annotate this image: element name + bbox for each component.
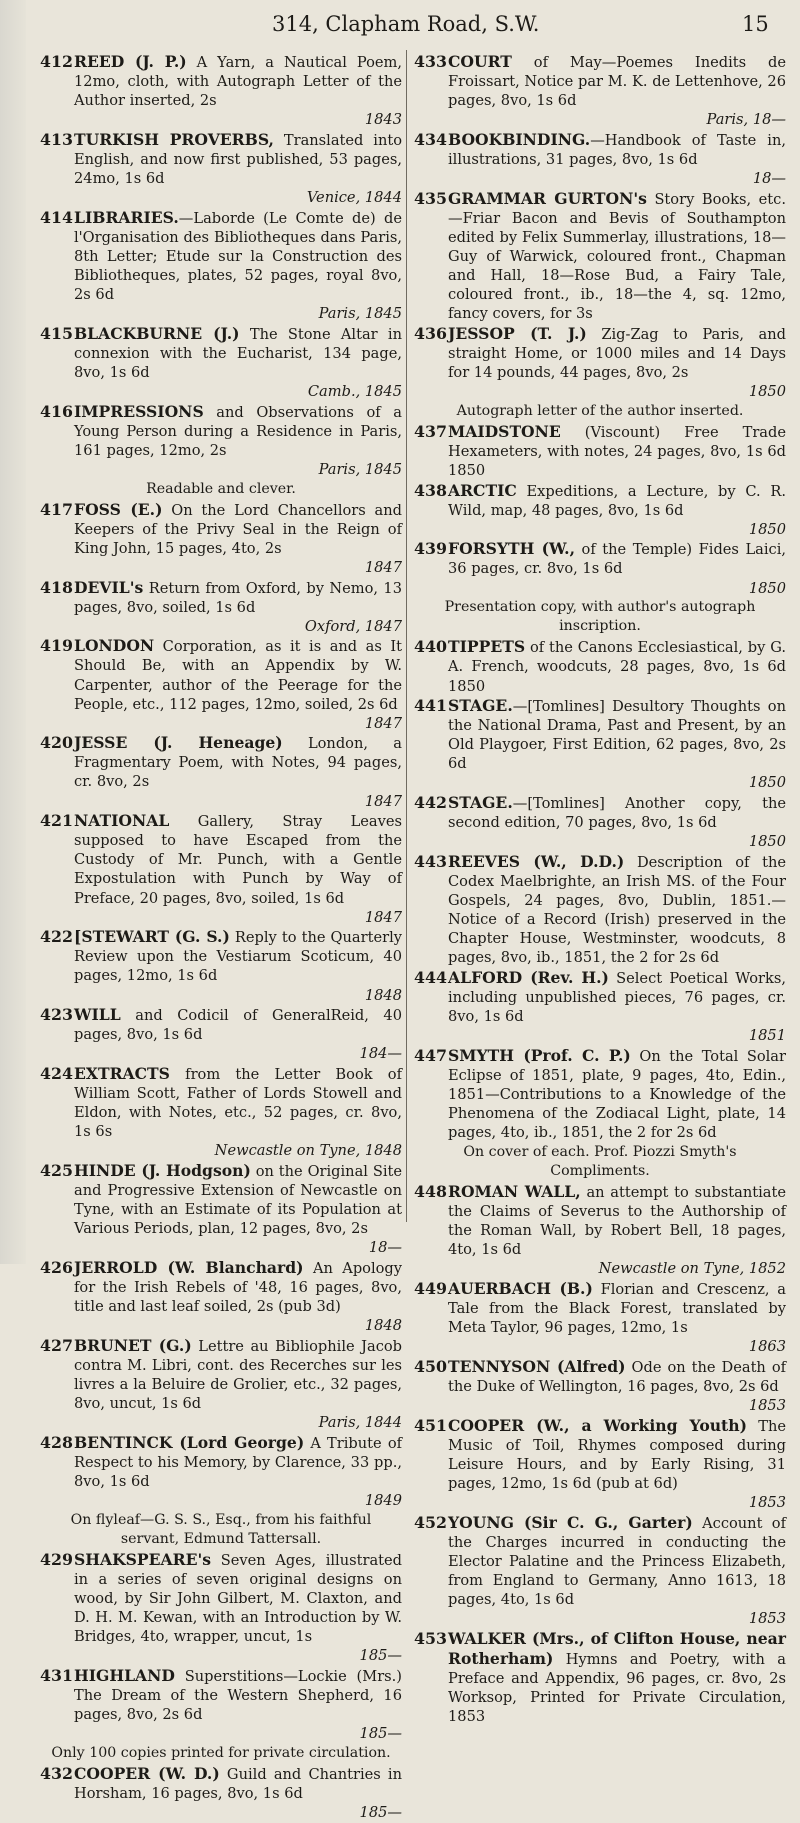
entry-imprint: 18— [368, 1239, 402, 1257]
catalogue-entry [414, 422, 786, 480]
catalogue-entry [414, 1046, 786, 1142]
entry-imprint: 185— [359, 1647, 402, 1665]
catalogue-entry [40, 1161, 402, 1257]
entry-description: Guild and Chantries in Horsham, 16 pages, 8vo, 1s 6d [74, 1765, 402, 1802]
entry-number: 418 [40, 577, 73, 597]
entry-author: HIGHLAND [74, 1665, 175, 1685]
entry-author: FOSS (E.) [74, 499, 163, 519]
entry-author: BRUNET (G.) [74, 1335, 192, 1355]
page-header [0, 12, 800, 42]
entry-author: MAIDSTONE [448, 421, 561, 441]
entry-author: COURT [448, 52, 512, 71]
catalogue-note: Only 100 copies printed for private circulation. [51, 1744, 391, 1761]
entry-author: NATIONAL [74, 811, 170, 831]
entry-description: of May—Poemes Inedits de Froissart, Notice par M. K. de Lettenhove, 26 pages, 8vo, 1s 6d [448, 54, 786, 110]
entry-number: 435 [414, 188, 447, 208]
entry-description: and Observations of a Young Person during a Residence in Paris, 161 pages, 12mo, 2s [74, 403, 402, 459]
catalogue-note: Readable and clever. [146, 480, 296, 497]
entry-imprint: 1849 [364, 1491, 402, 1509]
entry-description: Seven Ages, illustrated in a series of seven original designs on wood, by Sir John Gilbert, M. Claxton, and D. H. M. Kewan, with an Introduction by W. Bridges, 4to, wrapper, uncut, 1s [74, 1551, 402, 1646]
entry-imprint: Newcastle on Tyne, 1852 [598, 1260, 786, 1278]
entry-imprint: Paris, 18— [706, 111, 786, 129]
entry-number: 431 [40, 1665, 73, 1685]
entry-description: Ode on the Death of the Duke of Wellington, 16 pages, 8vo, 2s 6d [448, 1358, 787, 1395]
entry-number: 426 [40, 1257, 73, 1277]
entry-author: STAGE. [448, 793, 513, 813]
entry-number: 433 [414, 52, 447, 71]
entry-description: The Stone Altar in connexion with the Eucharist, 134 page, 8vo, 1s 6d [74, 325, 402, 381]
entry-imprint: 1850 [748, 833, 786, 851]
catalogue-entry [40, 578, 402, 636]
entry-author: ROMAN WALL, [448, 1181, 581, 1201]
catalogue-entry [40, 208, 402, 324]
entry-imprint: Newcastle on Tyne, 1848 [214, 1142, 402, 1160]
entry-author: AUERBACH (B.) [448, 1278, 593, 1298]
entry-author: GRAMMAR GURTON's [448, 188, 647, 208]
entry-number: 436 [414, 323, 447, 343]
entry-imprint: 1853 [748, 1396, 786, 1414]
entry-description: The Music of Toil, Rhymes composed during Leisure Hours, and by Early Rising, 31 pages, 12mo, 1s 6d (pub at 6d) [448, 1417, 786, 1492]
catalogue-entry [414, 52, 786, 129]
entry-imprint: 185— [359, 1803, 402, 1821]
entry-author: DEVIL's [74, 577, 144, 597]
entry-number: 412 [40, 52, 73, 71]
entry-description: Account of the Charges incurred in conducting the Elector Palatine and the Princess Elizabeth, from England to Germany, Anno 1613, 18 pages, 4to, 1s 6d [448, 1514, 786, 1608]
entry-number: 416 [40, 401, 73, 421]
catalogue-entry [414, 968, 786, 1045]
entry-imprint: 1850 [748, 520, 786, 538]
entry-number: 440 [414, 637, 447, 657]
entry-description: On the Lord Chancellors and Keepers of the Privy Seal in the Reign of King John, 15 pages, 4to, 2s [74, 501, 402, 557]
entry-number: 441 [414, 696, 447, 716]
entry-imprint: 18— [752, 170, 786, 188]
entry-description: of the Temple) Fides Laici, 36 pages, cr. 8vo, 1s 6d [448, 541, 787, 578]
entry-number: 442 [414, 793, 447, 813]
catalogue-entry [40, 1005, 402, 1063]
entry-number: 453 [414, 1628, 447, 1648]
entry-number: 423 [40, 1005, 73, 1025]
page-edge [0, 0, 26, 1264]
entry-number: 417 [40, 499, 73, 519]
entry-author: TURKISH PROVERBS, [74, 129, 274, 149]
entry-imprint: 1847 [364, 714, 402, 732]
entry-author: BENTINCK (Lord George) [74, 1432, 305, 1452]
catalogue-entry [414, 1629, 786, 1726]
entry-imprint: 1850 [748, 383, 786, 401]
page-title: 314, Clapham Road, S.W. [272, 12, 540, 36]
entry-description: Select Poetical Works, including unpublished pieces, 76 pages, cr. 8vo, 1s 6d [448, 969, 786, 1026]
entry-number: 420 [40, 733, 73, 753]
entry-number: 428 [40, 1432, 73, 1452]
page-number: 15 [742, 12, 769, 36]
entry-author: STAGE. [448, 696, 513, 716]
entry-imprint: 184— [359, 1045, 402, 1063]
catalogue-note: On cover of each. Prof. Piozzi Smyth's Compliments. [463, 1143, 737, 1179]
entry-imprint: 1848 [364, 1317, 402, 1335]
entry-author: JESSOP (T. J.) [448, 323, 587, 343]
entry-description: Reply to the Quarterly Review upon the Vestiarum Scoticum, 40 pages, 12mo, 1s 6d [74, 929, 402, 985]
entry-number: 438 [414, 480, 447, 500]
entry-number: 448 [414, 1181, 447, 1201]
catalogue-entry [40, 1433, 402, 1510]
entry-description: Lettre au Bibliophile Jacob contra M. Libri, cont. des Recerches sur les livres a la Beluire de Grolier, etc., 32 pages, 8vo, uncut, 1s 6d [74, 1337, 403, 1412]
entry-description: Gallery, Stray Leaves supposed to have Escaped from the Custody of Mr. Punch, with a Gentle Expostulation with Punch by Way of Preface, 20 pages, 8vo, soiled, 1s 6d [74, 813, 402, 907]
entry-author: EXTRACTS [74, 1063, 170, 1083]
entry-number: 447 [414, 1045, 447, 1065]
catalogue-entry [414, 1357, 786, 1415]
catalogue-entry [40, 500, 402, 577]
entry-author: BOOKBINDING. [448, 129, 591, 149]
catalogue-entry [40, 130, 402, 207]
catalogue-entry [40, 402, 402, 479]
entry-description: Translated into English, and now first published, 53 pages, 24mo, 1s 6d [74, 131, 402, 188]
entry-imprint: Paris, 1844 [318, 1414, 402, 1432]
entry-author: LONDON [74, 636, 155, 656]
entry-description: Description of the Codex Maelbrighte, an Irish MS. of the Four Gospels, 24 pages, 8vo, Dublin, 1851.—Notice of a Record (Irish) preserved in the Chapter House, Westminster, woodcuts, 8 pages, 8vo, ib., 1851, the 2 for 2s 6d [448, 853, 786, 967]
entry-imprint: 1847 [364, 908, 402, 926]
catalogue-entry [40, 52, 402, 129]
entry-imprint: 1847 [364, 558, 402, 576]
entry-imprint: Oxford, 1847 [304, 617, 402, 635]
catalogue-entry [414, 539, 786, 597]
catalogue-entry [414, 1416, 786, 1512]
left-column [40, 52, 402, 1823]
entry-number: 429 [40, 1549, 73, 1569]
catalogue-entry [414, 637, 786, 695]
entry-imprint: 1850 [748, 774, 786, 792]
entry-number: 439 [414, 539, 447, 559]
entry-author: ALFORD (Rev. H.) [448, 967, 609, 987]
catalogue-entry [40, 1064, 402, 1160]
entry-author: LIBRARIES. [74, 207, 179, 227]
entry-number: 434 [414, 129, 447, 149]
entry-author: TENNYSON (Alfred) [448, 1356, 626, 1376]
entry-number: 437 [414, 421, 447, 441]
entry-description: Return from Oxford, by Nemo, 13 pages, 8vo, soiled, 1s 6d [74, 579, 402, 616]
catalogue-entry [40, 324, 402, 401]
entry-description: —Handbook of Taste in, illustrations, 31 pages, 8vo, 1s 6d [448, 131, 786, 168]
entry-number: 415 [40, 323, 73, 343]
entry-author: SHAKSPEARE's [74, 1549, 212, 1569]
entry-description: On the Total Solar Eclipse of 1851, plate, 9 pages, 4to, Edin., 1851—Contributions to a Knowledge of the Phenomena of the Zodiacal Light, plate, 14 pages, 4to, ib., 1851, the 2 for 2s 6d [448, 1047, 786, 1142]
entry-number: 419 [40, 636, 73, 656]
catalogue-entry [40, 1258, 402, 1335]
entry-description: —[Tomlines] Desultory Thoughts on the National Drama, Past and Present, by an Old Playgoer, First Edition, 62 pages, 8vo, 2s 6d [448, 698, 786, 773]
entry-author: REED (J. P.) [74, 52, 187, 71]
entry-author: WALKER (Mrs., of Clifton House, near Rotherham) [448, 1628, 786, 1668]
entry-number: 451 [414, 1415, 447, 1435]
entry-imprint: 1848 [364, 986, 402, 1004]
entry-number: 452 [414, 1512, 447, 1532]
entry-imprint: 1850 [748, 579, 786, 597]
entry-description: Zig-Zag to Paris, and straight Home, or 1000 miles and 14 Days for 14 pounds, 44 pages, 8vo, 2s [448, 325, 786, 381]
entry-description: and Codicil of GeneralReid, 40 pages, 8vo, 1s 6d [74, 1007, 402, 1044]
entry-description: Superstitions—Lockie (Mrs.) The Dream of the Western Shepherd, 16 pages, 8vo, 2s 6d [74, 1667, 402, 1723]
entry-imprint: 1843 [364, 111, 402, 129]
entry-description: on the Original Site and Progressive Extension of Newcastle on Tyne, with an Estimate of its Population at Various Periods, plan, 12 pages, 8vo, 2s [74, 1162, 402, 1238]
entry-author: IMPRESSIONS [74, 401, 204, 421]
entry-description: London, a Fragmentary Poem, with Notes, 94 pages, cr. 8vo, 2s [74, 735, 402, 791]
entry-imprint: Paris, 1845 [318, 305, 402, 323]
entry-imprint: 1853 [748, 1493, 786, 1511]
entry-author: YOUNG (Sir C. G., Garter) [448, 1512, 693, 1532]
entry-number: 422 [40, 927, 73, 947]
entry-author: ARCTIC [448, 480, 517, 500]
catalogue-entry [40, 1336, 402, 1432]
entry-number: 443 [414, 851, 447, 871]
entry-imprint: Camb., 1845 [307, 383, 402, 401]
entry-author: JESSE (J. Heneage) [74, 733, 283, 753]
entry-number: 450 [414, 1356, 447, 1376]
entry-description: Expeditions, a Lecture, by C. R. Wild, map, 48 pages, 8vo, 1s 6d [448, 482, 786, 519]
entry-imprint: 185— [359, 1725, 402, 1743]
catalogue-entry [414, 696, 786, 792]
entry-imprint: 1847 [364, 792, 402, 810]
entry-author: [STEWART (G. S.) [74, 927, 230, 947]
entry-imprint: Paris, 1845 [318, 460, 402, 478]
entry-description: Corporation, as it is and as It Should Be, with an Appendix by W. Carpenter, author of the Peerage for the People, etc., 112 pages, 12mo, soiled, 2s 6d [74, 638, 402, 713]
catalogue-entry [40, 1666, 402, 1743]
catalogue-entry [40, 733, 402, 810]
catalogue-entry [414, 852, 786, 968]
catalogue-entry [40, 636, 402, 732]
entry-imprint: 1863 [748, 1338, 786, 1356]
entry-number: 421 [40, 811, 73, 831]
entry-imprint: Venice, 1844 [306, 189, 402, 207]
catalogue-entry [414, 130, 786, 188]
entry-number: 432 [40, 1763, 73, 1783]
column-divider [406, 50, 407, 1222]
entry-description: An Apology for the Irish Rebels of '48, 16 pages, 8vo, title and last leaf soiled, 2s (pub 3d) [74, 1259, 402, 1315]
entry-imprint: 1853 [748, 1610, 786, 1627]
entry-author: SMYTH (Prof. C. P.) [448, 1045, 631, 1065]
entry-number: 444 [414, 967, 447, 987]
catalogue-entry [40, 1764, 402, 1822]
entry-number: 414 [40, 207, 73, 227]
entry-description: Hymns and Poetry, with a Preface and Appendix, 96 pages, cr. 8vo, 2s Worksop, Printed for Private Circulation, 1853 [448, 1650, 786, 1725]
entry-author: BLACKBURNE (J.) [74, 323, 240, 343]
catalogue-entry [414, 1279, 786, 1356]
entry-description: Story Books, etc.—Friar Bacon and Bevis of Southampton edited by Felix Summerlay, illustrations, 18—Guy of Warwick, coloured front., Chapman and Hall, 18—Rose Bud, a Fairy Tale, coloured front., ib., 18—the 4, sq. 12mo, fancy covers, for 3s [448, 190, 786, 323]
entry-number: 449 [414, 1278, 447, 1298]
entry-number: 425 [40, 1160, 73, 1180]
entry-author: FORSYTH (W., [448, 539, 575, 559]
catalogue-entry [414, 189, 786, 324]
entry-author: WILL [74, 1005, 121, 1025]
catalogue-entry [40, 811, 402, 927]
catalogue-note: Presentation copy, with author's autograph inscription. [444, 599, 756, 635]
entry-description: A Yarn, a Nautical Poem, 12mo, cloth, with Autograph Letter of the Author inserted, 2s [74, 54, 402, 110]
right-column [414, 52, 786, 1727]
entry-author: COOPER (W., a Working Youth) [448, 1415, 747, 1435]
catalogue-entry [40, 927, 402, 1004]
entry-description: (Viscount) Free Trade Hexameters, with notes, 24 pages, 8vo, 1s 6d 1850 [448, 423, 786, 479]
catalogue-note: On flyleaf—G. S. S., Esq., from his faithful servant, Edmund Tattersall. [70, 1511, 372, 1547]
entry-description: Florian and Crescenz, a Tale from the Black Forest, translated by Meta Taylor, 96 pages, 12mo, 1s [448, 1280, 786, 1337]
entry-description: A Tribute of Respect to his Memory, by Clarence, 33 pp., 8vo, 1s 6d [74, 1434, 403, 1490]
catalogue-note: Autograph letter of the author inserted. [456, 402, 744, 419]
catalogue-entry [414, 1513, 786, 1629]
entry-imprint: 1851 [748, 1027, 786, 1045]
entry-description: of the Canons Ecclesiastical, by G. A. French, woodcuts, 28 pages, 8vo, 1s 6d 1850 [448, 639, 786, 695]
entry-author: JERROLD (W. Blanchard) [74, 1257, 304, 1277]
entry-author: REEVES (W., D.D.) [448, 851, 625, 871]
entry-description: —[Tomlines] Another copy, the second edition, 70 pages, 8vo, 1s 6d [448, 795, 786, 832]
catalogue-entry [414, 324, 786, 401]
entry-description: from the Letter Book of William Scott, Father of Lords Stowell and Eldon, with Notes, etc., 52 pages, cr. 8vo, 1s 6s [74, 1065, 402, 1141]
entry-number: 427 [40, 1335, 73, 1355]
entry-author: COOPER (W. D.) [74, 1763, 220, 1783]
entry-description: —Laborde (Le Comte de) de l'Organisation des Bibliotheques dans Paris, 8th Letter; Etude sur la Construction des Bibliotheques, plates, 52 pages, royal 8vo, 2s 6d [74, 209, 402, 304]
entry-author: HINDE (J. Hodgson) [74, 1160, 251, 1180]
entry-number: 413 [40, 129, 73, 149]
catalogue-entry [414, 481, 786, 539]
catalogue-entry [40, 1550, 402, 1666]
catalogue-entry [414, 793, 786, 851]
entry-author: TIPPETS [448, 637, 526, 657]
entry-description: an attempt to substantiate the Claims of Severus to the Authorship of the Roman Wall, by Robert Bell, 18 pages, 4to, 1s 6d [448, 1183, 786, 1259]
entry-number: 424 [40, 1063, 73, 1083]
